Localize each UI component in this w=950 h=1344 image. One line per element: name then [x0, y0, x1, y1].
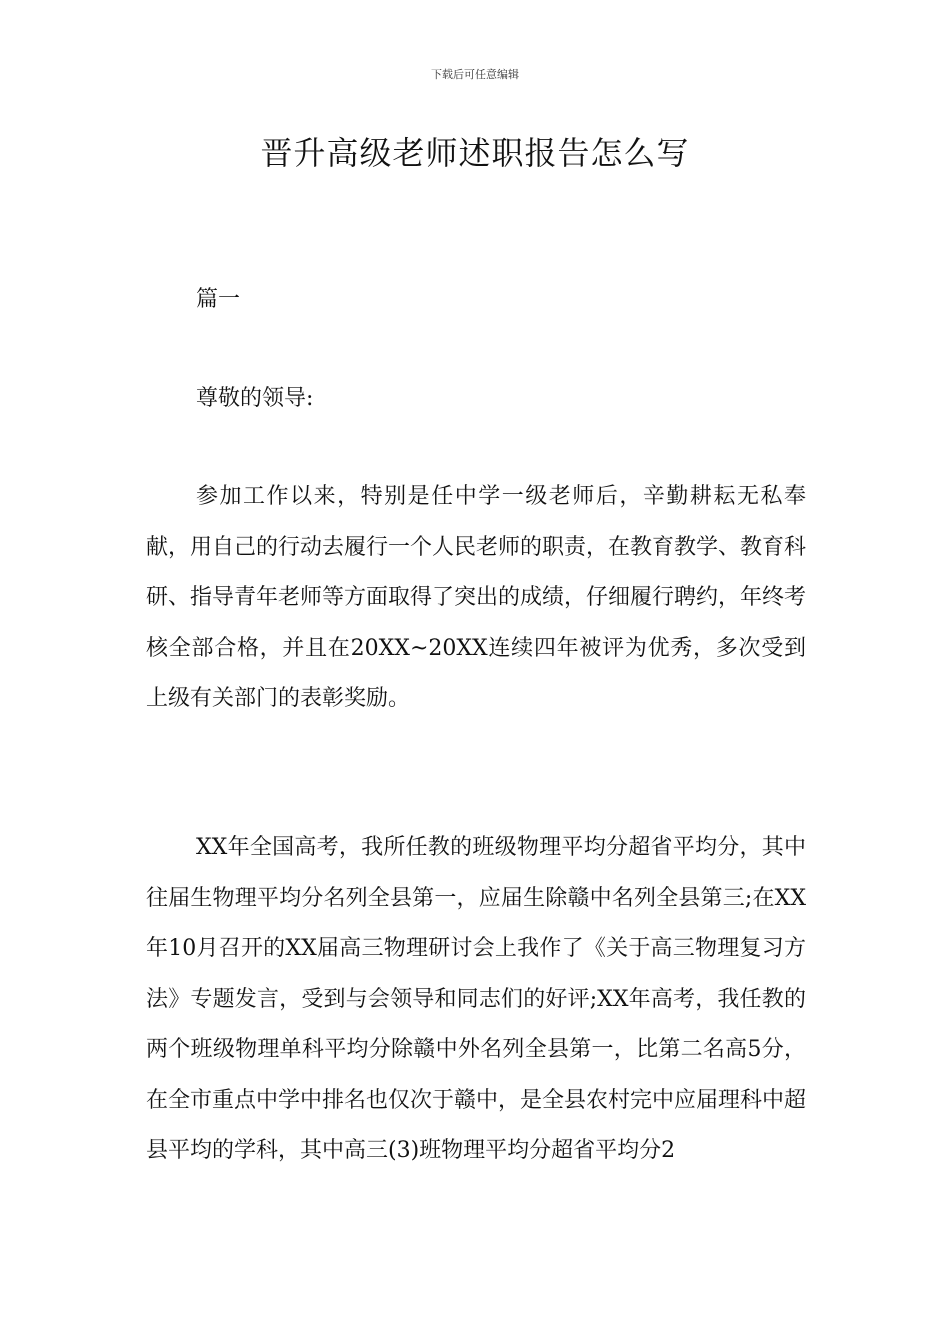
paragraph-2: XX年全国高考，我所任教的班级物理平均分超省平均分，其中往届生物理平均分名列全县第一，应届生除赣中名列全县第三;在XX年10月召开的XX届高三物理研讨会上我作了《关于高三物理复习方法》专题发言，受到与会领导和同志们的好评;XX年高考，我任教的两个班级物理单科平均分除赣中外名列全县第一，比第二名高5分，在全市重点中学中排名也仅次于赣中，是全县农村完中应届理科中超县平均的学科，其中高三(3)班物理平均分超省平均分2	[146, 835, 807, 1163]
document-title: 晋升高级老师述职报告怎么写	[260, 134, 690, 172]
salutation: 尊敬的领导:	[196, 386, 314, 411]
paragraph-1: 参加工作以来，特别是任中学一级老师后，辛勤耕耘无私奉献，用自己的行动去履行一个人民老师的职责，在教育教学、教育科研、指导青年老师等方面取得了突出的成绩，仔细履行聘约，年终考核全部合格，并且在20XX~20XX连续四年被评为优秀，多次受到上级有关部门的表彰奖励。	[146, 484, 807, 711]
header-note: 下载后可任意编辑	[431, 68, 519, 81]
section-label: 篇一	[196, 287, 241, 312]
